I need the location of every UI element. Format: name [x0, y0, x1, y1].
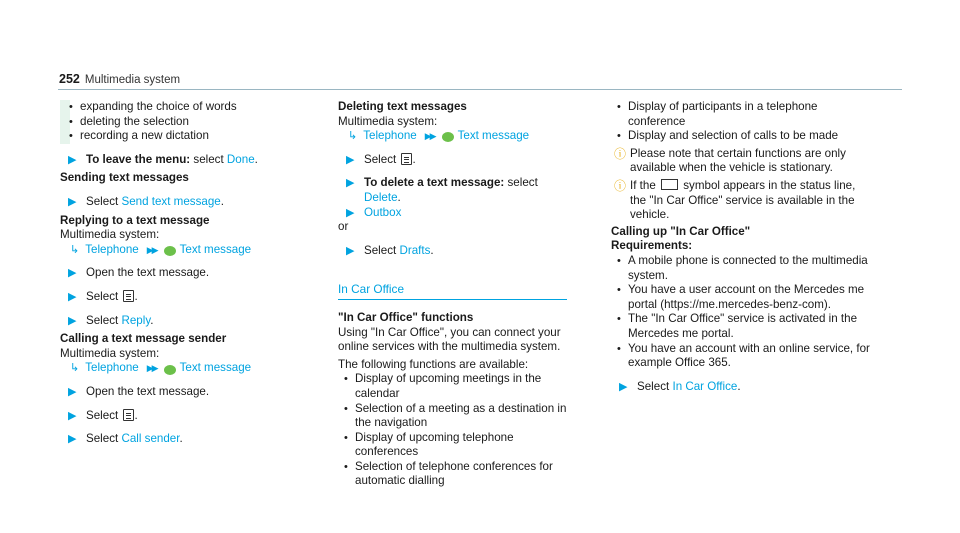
info-icon: ⓘ — [614, 146, 627, 161]
step-open-message — [60, 266, 292, 281]
step-leave-menu: ▶ To leave the menu: select Done. — [68, 152, 258, 166]
telephone-link[interactable]: Telephone — [85, 242, 139, 256]
or-text: or — [338, 220, 349, 234]
list-item: • You have an account with an online service, for example Office 365. — [611, 342, 873, 371]
chevron-right-icon: ▶▶ — [146, 244, 157, 255]
step-text: Open the text message. — [86, 384, 210, 398]
step-text: Select — [637, 379, 670, 393]
step-send: ▶ Select Send text message. — [68, 194, 224, 208]
step-select-menu: ▶ Select . — [68, 408, 138, 422]
note-symbol — [611, 179, 873, 223]
note-text: If the — [630, 178, 656, 192]
arrow-icon: ▶ — [68, 153, 77, 166]
outbox-link[interactable]: Outbox — [364, 205, 402, 219]
step-label: To leave the menu: — [86, 152, 191, 166]
heading-reply: Replying to a text message — [60, 213, 210, 227]
list-item: • deleting the selection — [63, 115, 292, 130]
step-open-message — [60, 385, 292, 400]
menu-path-label: Multimedia system: — [60, 228, 160, 242]
heading-requirements: Requirements: — [611, 239, 693, 253]
heading-calling-up: Calling up "In Car Office" — [611, 224, 751, 238]
functions-list — [338, 372, 568, 489]
step-select-menu: ▶ Select . — [346, 152, 416, 166]
step-text: Select — [86, 194, 119, 208]
message-bubble-icon — [164, 365, 176, 375]
done-link[interactable]: Done — [226, 152, 255, 166]
step-label: To delete a text message: — [364, 176, 505, 190]
step-text: Select — [86, 313, 119, 327]
arrow-icon: ▶ — [346, 244, 355, 257]
note-stationary — [611, 147, 873, 176]
path-turn-icon: ↳ — [70, 243, 80, 256]
section-rule — [338, 299, 567, 300]
section-header — [338, 282, 568, 300]
menu-path — [60, 361, 292, 376]
arrow-icon: ▶ — [346, 153, 355, 166]
step-select-menu: ▶ Select . — [68, 289, 138, 303]
step-outbox — [338, 206, 568, 221]
drafts-link[interactable]: Drafts — [399, 243, 431, 257]
intro-text: Using "In Car Office", you can connect your online services with the multimedia system. — [338, 325, 561, 354]
list-item: • A mobile phone is connected to the multimedia system. — [611, 254, 873, 283]
info-icon: ⓘ — [614, 178, 627, 193]
step-text: Select — [86, 289, 119, 303]
page-header — [59, 72, 180, 86]
step-in-car-office: ▶ Select In Car Office. — [619, 379, 741, 393]
page-number: 252 — [59, 72, 80, 86]
list-item: • The "In Car Office" service is activated in the Mercedes me portal. — [611, 312, 873, 341]
arrow-icon: ▶ — [619, 380, 628, 393]
header-title: Multimedia system — [84, 74, 181, 86]
note-text: Please note that certain functions are only available when the vehicle is stationary. — [630, 146, 846, 175]
list-item: • Selection of a meeting as a destination in the navigation — [338, 402, 568, 431]
list-item: • expanding the choice of words — [63, 100, 292, 115]
section-title: In Car Office — [338, 282, 405, 297]
telephone-link[interactable]: Telephone — [363, 129, 417, 143]
path-turn-icon: ↳ — [70, 362, 80, 375]
path-turn-icon: ↳ — [348, 130, 358, 143]
telephone-link[interactable]: Telephone — [85, 361, 139, 375]
list-item: • recording a new dictation — [63, 129, 292, 144]
step-reply: ▶ Select Reply. — [68, 313, 154, 327]
in-car-office-link[interactable]: In Car Office — [672, 379, 738, 393]
step-drafts: ▶ Select Drafts. — [346, 243, 434, 257]
list-item: • Display of upcoming telephone conferences — [338, 431, 568, 460]
arrow-icon: ▶ — [68, 409, 77, 422]
list-item: • Display and selection of calls to be made — [611, 129, 873, 144]
list-item: • Selection of telephone conferences for automatic dialling — [338, 460, 568, 489]
send-text-message-link[interactable]: Send text message — [121, 194, 221, 208]
reply-link[interactable]: Reply — [121, 313, 151, 327]
column-2 — [338, 100, 568, 489]
note-text: symbol appears in the status line, the "In Car Office" service is available in the vehicle. — [630, 178, 856, 222]
arrow-icon: ▶ — [68, 195, 77, 208]
message-bubble-icon — [442, 132, 454, 142]
arrow-icon: ▶ — [68, 385, 77, 398]
screen-icon — [661, 179, 678, 190]
step-text: Select — [364, 243, 397, 257]
chevron-right-icon: ▶▶ — [424, 131, 435, 142]
message-bubble-icon — [164, 246, 176, 256]
dictation-options — [60, 100, 292, 144]
arrow-icon: ▶ — [68, 314, 77, 327]
chevron-right-icon: ▶▶ — [146, 363, 157, 374]
menu-icon — [123, 409, 134, 421]
call-sender-link[interactable]: Call sender — [121, 432, 180, 446]
step-text: Select — [86, 432, 119, 446]
list-item: • You have a user account on the Mercedes me portal (https://me.mercedes-benz-com). — [611, 283, 873, 312]
requirements-list — [611, 254, 873, 371]
menu-path — [338, 129, 568, 144]
step-text: select — [507, 176, 538, 190]
step-text: Select — [364, 152, 397, 166]
list-item: • Display of participants in a telephone conference — [611, 100, 873, 129]
heading-call-sender: Calling a text message sender — [60, 332, 227, 346]
heading-sending: Sending text messages — [60, 171, 189, 185]
arrow-icon: ▶ — [68, 433, 77, 446]
menu-path-label: Multimedia system: — [338, 114, 438, 128]
step-text: select — [193, 152, 224, 166]
heading-functions: "In Car Office" functions — [338, 310, 474, 324]
menu-icon — [401, 153, 412, 165]
header-rule — [58, 89, 902, 90]
step-delete: ▶ To delete a text message: select Delete. — [346, 176, 538, 204]
list-item: • Display of upcoming meetings in the calendar — [338, 372, 568, 401]
step-text: Select — [86, 408, 119, 422]
functions-list-cont — [611, 100, 873, 144]
arrow-icon: ▶ — [68, 267, 77, 280]
heading-delete: Deleting text messages — [338, 100, 467, 113]
following-text: The following functions are available: — [338, 357, 529, 371]
menu-path — [60, 243, 292, 258]
text-message-link[interactable]: Text message — [457, 129, 530, 143]
menu-icon — [123, 290, 134, 302]
menu-path-label: Multimedia system: — [60, 346, 160, 360]
delete-link[interactable]: Delete — [364, 190, 398, 204]
arrow-icon: ▶ — [346, 177, 355, 190]
step-call-sender: ▶ Select Call sender. — [68, 432, 183, 446]
step-text: Open the text message. — [86, 266, 210, 280]
column-3 — [611, 100, 873, 394]
text-message-link[interactable]: Text message — [179, 361, 252, 375]
arrow-icon: ▶ — [346, 206, 355, 219]
arrow-icon: ▶ — [68, 290, 77, 303]
text-message-link[interactable]: Text message — [179, 242, 252, 256]
column-1 — [60, 100, 292, 447]
